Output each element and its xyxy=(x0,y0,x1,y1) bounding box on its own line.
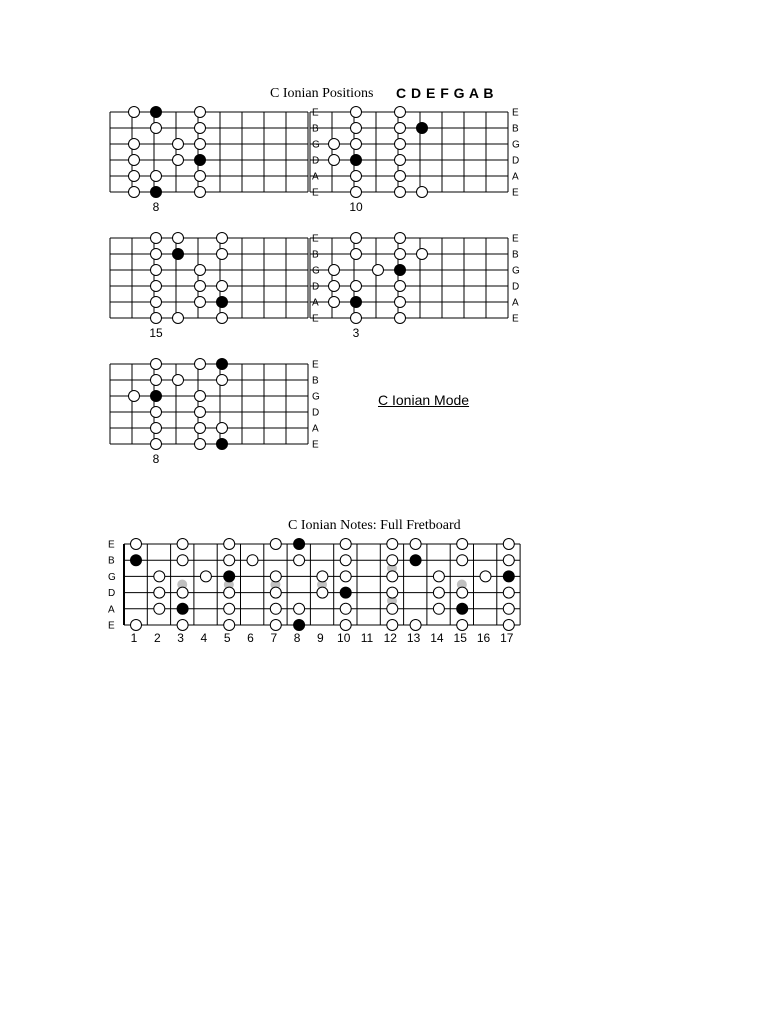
scale-dot xyxy=(217,249,228,260)
scale-dot xyxy=(154,571,165,582)
scale-dot xyxy=(177,587,188,598)
string-label: G xyxy=(512,265,520,277)
string-label: A xyxy=(312,171,319,183)
scale-dot xyxy=(395,233,406,244)
scale-dot xyxy=(329,265,340,276)
string-label: B xyxy=(312,375,319,387)
scale-dot xyxy=(340,620,351,631)
scale-dot xyxy=(217,375,228,386)
fret-number: 14 xyxy=(430,631,444,645)
scale-dot xyxy=(294,603,305,614)
full-fretboard xyxy=(108,539,520,646)
root-dot xyxy=(294,620,305,631)
scale-dot xyxy=(177,539,188,550)
scale-dot xyxy=(195,107,206,118)
scale-dot xyxy=(395,155,406,166)
root-dot xyxy=(351,297,362,308)
scale-dot xyxy=(395,281,406,292)
scale-dot xyxy=(329,297,340,308)
scale-dot xyxy=(457,620,468,631)
string-label: G xyxy=(312,139,320,151)
scale-dot xyxy=(224,555,235,566)
string-label: D xyxy=(312,155,320,167)
scale-dot xyxy=(351,313,362,324)
scale-dot xyxy=(351,123,362,134)
string-label: E xyxy=(312,439,319,451)
scale-dot xyxy=(503,555,514,566)
scale-dot xyxy=(217,423,228,434)
position-diagram-2 xyxy=(310,107,520,215)
string-label: B xyxy=(312,123,319,135)
scale-dot xyxy=(340,603,351,614)
scale-dot xyxy=(457,587,468,598)
fret-number: 11 xyxy=(360,631,374,645)
root-dot xyxy=(173,249,184,260)
scale-dot xyxy=(503,620,514,631)
scale-dot xyxy=(195,265,206,276)
string-label: G xyxy=(312,265,320,277)
scale-dot xyxy=(317,587,328,598)
scale-dot xyxy=(195,391,206,402)
scale-dot xyxy=(329,281,340,292)
scale-dot xyxy=(195,297,206,308)
scale-dot xyxy=(200,571,211,582)
scale-dot xyxy=(154,603,165,614)
scale-dot xyxy=(410,539,421,550)
string-label: D xyxy=(312,281,320,293)
scale-dot xyxy=(351,139,362,150)
scale-dot xyxy=(503,603,514,614)
scale-dot xyxy=(195,359,206,370)
scale-dot xyxy=(151,249,162,260)
scale-dot xyxy=(173,313,184,324)
position-fret-label: 8 xyxy=(152,200,160,214)
scale-dot xyxy=(129,155,140,166)
scale-dot xyxy=(387,571,398,582)
position-diagram-3 xyxy=(110,233,320,341)
scale-dot xyxy=(195,423,206,434)
root-dot xyxy=(217,359,228,370)
root-dot xyxy=(195,155,206,166)
scale-dot xyxy=(151,123,162,134)
root-dot xyxy=(151,187,162,198)
root-dot xyxy=(217,297,228,308)
scale-dot xyxy=(195,123,206,134)
string-label: E xyxy=(512,313,519,325)
scale-dot xyxy=(373,265,384,276)
scale-dot xyxy=(340,571,351,582)
string-label: D xyxy=(512,281,520,293)
scale-dot xyxy=(151,439,162,450)
scale-dot xyxy=(151,407,162,418)
scale-dot xyxy=(195,439,206,450)
string-label: A xyxy=(512,171,519,183)
scale-dot xyxy=(395,313,406,324)
scale-dot xyxy=(329,155,340,166)
scale-dot xyxy=(351,107,362,118)
scale-dot xyxy=(395,187,406,198)
root-dot xyxy=(224,571,235,582)
scale-dot xyxy=(217,233,228,244)
scale-dot xyxy=(387,587,398,598)
scale-dot xyxy=(457,555,468,566)
scale-dot xyxy=(154,587,165,598)
scale-dot xyxy=(151,313,162,324)
string-label: D xyxy=(512,155,520,167)
scale-dot xyxy=(294,555,305,566)
scale-dot xyxy=(195,407,206,418)
scale-dot xyxy=(151,281,162,292)
scale-dot xyxy=(151,423,162,434)
scale-dot xyxy=(151,171,162,182)
fret-number: 3 xyxy=(177,631,184,645)
root-dot xyxy=(131,555,142,566)
string-label: B xyxy=(108,555,115,567)
root-dot xyxy=(177,603,188,614)
string-label: D xyxy=(312,407,320,419)
fret-number: 8 xyxy=(293,631,301,645)
scale-dot xyxy=(410,620,421,631)
fret-number: 7 xyxy=(270,631,278,645)
root-dot xyxy=(503,571,514,582)
scale-dot xyxy=(151,265,162,276)
fret-number: 13 xyxy=(406,631,421,645)
fret-number: 6 xyxy=(247,631,254,645)
fret-number: 10 xyxy=(337,631,351,645)
fret-number: 9 xyxy=(317,631,324,645)
string-label: A xyxy=(512,297,519,309)
string-label: A xyxy=(312,297,319,309)
position-diagram-5 xyxy=(110,359,320,467)
string-label: B xyxy=(512,249,519,261)
position-fret-label: 3 xyxy=(352,326,360,340)
scale-dot xyxy=(503,539,514,550)
scale-dot xyxy=(173,233,184,244)
string-label: B xyxy=(512,123,519,135)
scale-dot xyxy=(151,359,162,370)
scale-dot xyxy=(270,603,281,614)
root-dot xyxy=(340,587,351,598)
root-dot xyxy=(410,555,421,566)
string-label: A xyxy=(312,423,319,435)
scale-dot xyxy=(351,281,362,292)
scale-dot xyxy=(173,155,184,166)
scale-dot xyxy=(480,571,491,582)
position-fret-label: 15 xyxy=(149,326,163,340)
string-label: G xyxy=(512,139,520,151)
root-dot xyxy=(395,265,406,276)
scale-dot xyxy=(129,171,140,182)
root-dot xyxy=(217,439,228,450)
string-label: E xyxy=(512,107,519,119)
scale-dot xyxy=(131,620,142,631)
scale-dot xyxy=(173,139,184,150)
fret-number: 4 xyxy=(200,631,208,645)
position-diagram-4 xyxy=(310,233,520,341)
fret-number: 16 xyxy=(476,631,491,645)
scale-dot xyxy=(224,620,235,631)
scale-dot xyxy=(395,171,406,182)
scale-dot xyxy=(417,187,428,198)
scale-dot xyxy=(387,603,398,614)
scale-dot xyxy=(177,555,188,566)
scale-dot xyxy=(351,249,362,260)
scale-dot xyxy=(195,281,206,292)
string-label: E xyxy=(312,359,319,371)
scale-dot xyxy=(217,313,228,324)
scale-dot xyxy=(387,620,398,631)
scale-dot xyxy=(340,539,351,550)
scale-dot xyxy=(329,139,340,150)
root-dot xyxy=(151,391,162,402)
scale-dot xyxy=(195,171,206,182)
string-label: E xyxy=(312,107,319,119)
full-fretboard-title: C Ionian Notes: Full Fretboard xyxy=(288,518,461,533)
scale-dot xyxy=(151,375,162,386)
string-label: G xyxy=(108,571,116,583)
scale-dot xyxy=(395,139,406,150)
fret-number: 2 xyxy=(153,631,161,645)
scale-dot xyxy=(433,571,444,582)
root-dot xyxy=(294,539,305,550)
string-label: E xyxy=(312,313,319,325)
scale-dot xyxy=(177,620,188,631)
position-diagram-1 xyxy=(110,107,320,215)
string-label: E xyxy=(108,539,115,551)
scale-dot xyxy=(433,603,444,614)
root-dot xyxy=(417,123,428,134)
root-dot xyxy=(351,155,362,166)
mode-title: C Ionian Mode xyxy=(378,392,470,408)
scale-dot xyxy=(270,587,281,598)
scale-dot xyxy=(270,571,281,582)
position-fret-label: 8 xyxy=(152,452,160,466)
scale-dot xyxy=(224,603,235,614)
string-label: E xyxy=(512,187,519,199)
string-label: D xyxy=(108,588,116,600)
scale-dot xyxy=(195,187,206,198)
fret-number: 12 xyxy=(383,631,397,645)
scale-dot xyxy=(129,107,140,118)
scale-dot xyxy=(340,555,351,566)
scale-dot xyxy=(129,187,140,198)
position-fret-label: 10 xyxy=(349,200,363,214)
string-label: B xyxy=(312,249,319,261)
scale-dot xyxy=(151,297,162,308)
string-label: E xyxy=(312,233,319,245)
scale-dot xyxy=(151,233,162,244)
scale-dot xyxy=(224,587,235,598)
scale-dot xyxy=(433,587,444,598)
scale-dot xyxy=(224,539,235,550)
fret-number: 17 xyxy=(500,631,514,645)
scale-dot xyxy=(247,555,258,566)
positions-title: C Ionian Positions xyxy=(270,86,374,101)
scale-dot xyxy=(395,107,406,118)
fret-number: 5 xyxy=(223,631,231,645)
scale-dot xyxy=(395,123,406,134)
scale-dot xyxy=(129,139,140,150)
scale-dot xyxy=(351,233,362,244)
string-label: A xyxy=(108,604,115,616)
scale-dot xyxy=(195,139,206,150)
scale-dot xyxy=(387,555,398,566)
fret-number: 15 xyxy=(453,631,467,645)
root-dot xyxy=(457,603,468,614)
scale-dot xyxy=(503,587,514,598)
scale-dot xyxy=(395,297,406,308)
scale-dot xyxy=(387,539,398,550)
scale-dot xyxy=(351,171,362,182)
scale-dot xyxy=(129,391,140,402)
string-label: E xyxy=(312,187,319,199)
scale-dot xyxy=(173,375,184,386)
root-dot xyxy=(151,107,162,118)
scale-dot xyxy=(457,539,468,550)
scale-notes: C D E F G A B xyxy=(396,85,495,101)
fret-number: 1 xyxy=(130,631,138,645)
string-label: G xyxy=(312,391,320,403)
scale-dot xyxy=(417,249,428,260)
scale-dot xyxy=(351,187,362,198)
string-label: E xyxy=(512,233,519,245)
scale-dot xyxy=(317,571,328,582)
string-label: E xyxy=(108,620,115,632)
scale-dot xyxy=(395,249,406,260)
scale-dot xyxy=(131,539,142,550)
scale-dot xyxy=(270,539,281,550)
scale-dot xyxy=(217,281,228,292)
scale-dot xyxy=(270,620,281,631)
